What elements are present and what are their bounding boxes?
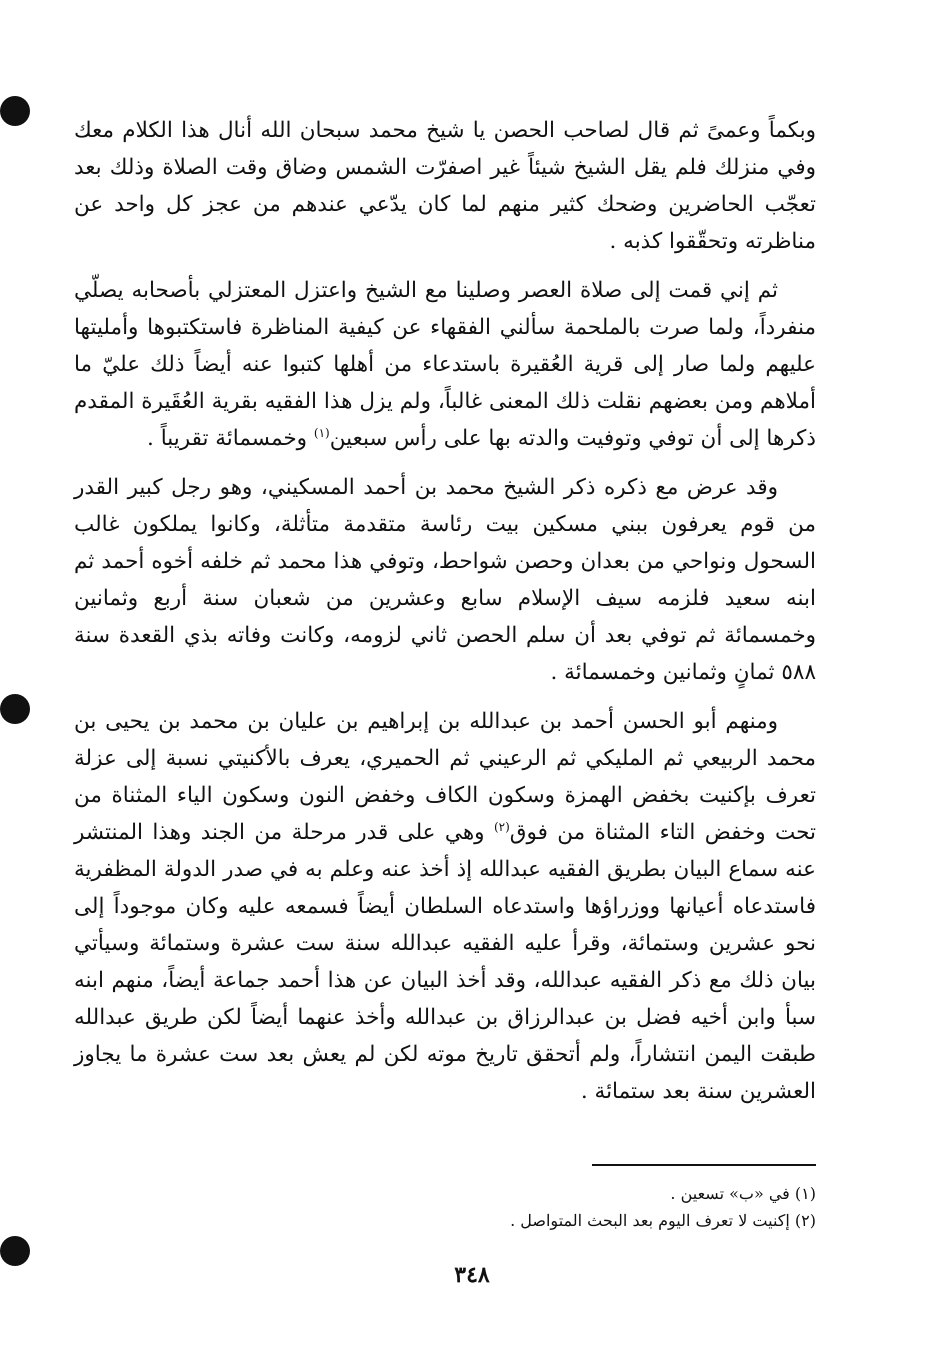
punch-hole-top	[0, 96, 30, 126]
paragraph-4-text: ومنهم أبو الحسن أحمد بن عبدالله بن إبراهيم بن عليان بن محمد بن يحيى بن محمد الربيعي ثم المليكي ثم الرعيني ثم الحميري، يعرف بالأكنيتي نسبة إلى عزلة تعرف بإكنيت بخفض الهمزة وسكون الكاف وخفض النون وسكون الياء المثناة من تحت وخفض التاء المثناة من فوق	[74, 709, 816, 845]
paragraph-3	[74, 469, 816, 691]
paragraph-3-text: وقد عرض مع ذكره ذكر الشيخ محمد بن أحمد المسكيني، وهو رجل كبير القدر من قوم يعرفون ببني مسكين بيت رئاسة متقدمة متأثلة، وكانوا يملكون غالب السحول ونواحي من بعدان وحصن شواحط، وتوفي هذا محمد ثم خلفه أخوه أحمد ثم ابنه سعيد فلزمه سيف الإسلام سابع وعشرين من شعبان سنة أربع وثمانين وخمسمائة ثم توفي بعد أن سلم الحصن ثاني لزومه، وكانت وفاته بذي القعدة سنة ٥٨٨ ثمانٍ وثمانين وخمسمائة .	[74, 475, 816, 685]
punch-hole-middle	[0, 694, 30, 724]
paragraph-2	[74, 272, 816, 457]
page-number: ٣٤٨	[454, 1262, 490, 1288]
paragraph-1-text: وبكماً وعمىً ثم قال لصاحب الحصن يا شيخ محمد سبحان الله أنال هذا الكلام معك وفي منزلك فلم يقل الشيخ شيئاً غير اصفرّت الشمس وضاق وقت الصلاة وذلك بعد تعجّب الحاضرين وضحك كثير منهم لما كان يدّعي عندهم من عجز كل واحد عن مناظرته وتحقّقوا كذبه .	[74, 118, 816, 254]
paragraph-2-tail: وخمسمائة تقريباً .	[147, 426, 308, 451]
paragraph-2-text: ثم إني قمت إلى صلاة العصر وصلينا مع الشيخ واعتزل المعتزلي بأصحابه يصلّي منفرداً، ولما صرت بالملحمة سألني الفقهاء عن كيفية المناظرة فاستكتبوها وأمليتها عليهم ولما صار إلى قرية العُقيرة باستدعاء من أهلها كتبوا عنه أيضاً ذلك عليّ ما أملاهم ومن بعضهم نقلت ذلك المعنى غالباً، ولم يزل هذا الفقيه بقرية العُقَيرة المقدم ذكرها إلى أن توفي وتوفيت والدته بها على رأس سبعين	[74, 278, 816, 451]
paragraph-1	[74, 112, 816, 260]
footnote-ref-1[interactable]: (١)	[313, 425, 330, 440]
paragraph-4	[74, 703, 816, 1110]
footnote-2: (٢) إكنيت لا تعرف اليوم بعد البحث المتواصل .	[510, 1211, 816, 1230]
footnotes	[74, 1180, 816, 1234]
footnote-separator	[592, 1164, 816, 1166]
footnote-ref-2[interactable]: (٢)	[493, 819, 510, 834]
paragraph-4-continuation: وهي على قدر مرحلة من الجند وهذا المنتشر عنه سماع البيان بطريق الفقيه عبدالله إذ أخذ عنه وعلم به في صدر الدولة المظفرية فاستدعاه أعيانها ووزراؤها واستدعاه السلطان أيضاً فسمعه عليه وكان موجوداً إلى نحو عشرين وستمائة، وقرأ عليه الفقيه عبدالله سنة ست عشرة وستمائة وسيأتي بيان ذلك مع ذكر الفقيه عبدالله، وقد أخذ البيان عن هذا أحمد جماعة أيضاً، منهم ابنه سبأ وابن أخيه فضل بن عبدالرزاق بن عبدالله وأخذ عنهما أيضاً لكن طريق عبدالله طبقت اليمن انتشاراً، ولم أتحقق تاريخ موته لكن لم يعش بعد ست عشرة ما يجاوز العشرين سنة بعد ستمائة .	[74, 820, 816, 1104]
main-text	[74, 112, 816, 1122]
footnote-1: (١) في «ب» تسعين .	[670, 1184, 816, 1203]
